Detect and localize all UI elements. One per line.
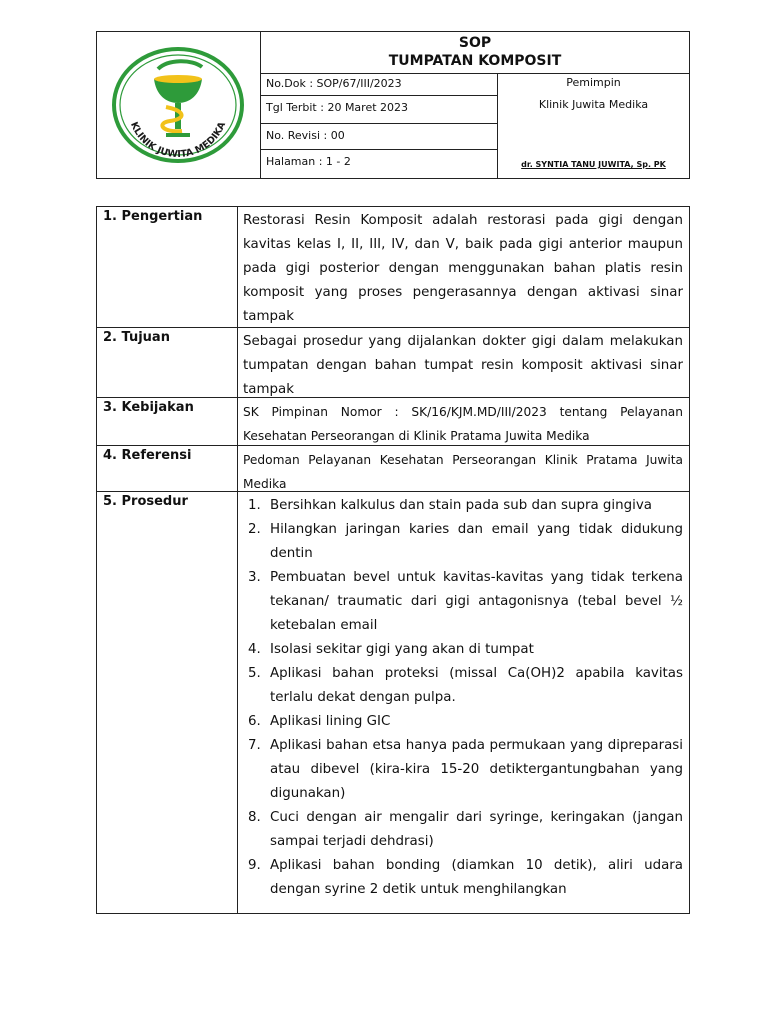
section-referensi [97,445,689,491]
step-text: Cuci dengan air mengalir dari syringe, keringakan (jangan sampai terjadi dehdrasi) [270,810,683,849]
clinic-logo [110,45,246,165]
list-item [243,734,683,806]
step-number: 4. [248,642,261,657]
list-item [243,662,683,710]
list-item [243,854,683,902]
halaman: Halaman : 1 - 2 [261,150,498,178]
document-title [261,32,689,74]
step-number: 9. [248,858,261,873]
section-label: 5. Prosedur [103,494,188,509]
section-label: 3. Kebijakan [103,400,194,415]
signatory-name: dr. SYNTIA TANU JUWITA, Sp. PK [521,160,666,169]
section-label: 4. Referensi [103,448,192,463]
step-number: 2. [248,522,261,537]
list-item [243,638,683,662]
step-number: 5. [248,666,261,681]
list-item [243,806,683,854]
title-line-sop: SOP [458,35,492,51]
section-text: Pedoman Pelayanan Kesehatan Perseorangan Klinik Pratama Juwita Medika [243,453,683,491]
section-label: 1. Pengertian [103,209,203,224]
step-number: 7. [248,738,261,753]
section-kebijakan [97,397,689,445]
list-item [243,518,683,566]
step-text: Aplikasi bahan etsa hanya pada permukaan yang dipreparasi atau dibevel (kira-kira 15-20 detiktergantungbahan yang digunakan) [270,738,683,801]
document-header [96,31,690,179]
section-text: Sebagai prosedur yang dijalankan dokter gigi dalam melakukan tumpatan dengan bahan tumpat resin komposit aktivasi sinar tampak [243,334,683,397]
clinic-name: Klinik Juwita Medika [538,98,649,111]
no-revisi: No. Revisi : 00 [261,124,498,150]
approval-block [498,74,689,178]
list-item [243,566,683,638]
document-meta [261,74,498,178]
step-number: 6. [248,714,261,729]
no-dok: No.Dok : SOP/67/III/2023 [261,74,498,96]
list-item [243,710,683,734]
logo-text: KLINIK JUWITA MEDIKA [127,120,229,161]
step-text: Aplikasi bahan bonding (diamkan 10 detik), aliri udara dengan syrine 2 detik untuk menghilangkan [270,858,683,897]
section-tujuan [97,327,689,397]
title-line-main: TUMPATAN KOMPOSIT [388,53,562,69]
step-text: Bersihkan kalkulus dan stain pada sub dan supra gingiva [270,498,652,513]
logo-cell [97,32,261,178]
section-prosedur [97,491,689,913]
step-number: 3. [248,570,261,585]
step-text: Hilangkan jaringan karies dan email yang tidak didukung dentin [270,522,683,561]
step-text: Aplikasi bahan proteksi (missal Ca(OH)2 apabila kavitas terlalu dekat dengan pulpa. [270,666,683,705]
procedure-table [96,206,690,914]
list-item [243,494,683,518]
step-text: Isolasi sekitar gigi yang akan di tumpat [270,642,534,657]
section-text: Restorasi Resin Komposit adalah restorasi pada gigi dengan kavitas kelas I, II, III, IV, dan V, baik pada gigi anterior maupun pada gigi posterior dengan menggunakan bahan platis resin komposit yang proses pengerasannya dengan aktivasi sinar tampak [243,213,683,324]
tgl-terbit: Tgl Terbit : 20 Maret 2023 [261,96,498,124]
step-number: 8. [248,810,261,825]
pemimpin-label: Pemimpin [566,76,621,89]
section-text: SK Pimpinan Nomor : SK/16/KJM.MD/III/2023 tentang Pelayanan Kesehatan Perseorangan di Klinik Pratama Juwita Medika [243,405,683,443]
step-text: Pembuatan bevel untuk kavitas-kavitas yang tidak terkena tekanan/ traumatic dari gigi antagonisnya (tebal bevel ½ ketebalan email [270,570,683,633]
section-pengertian [97,207,689,327]
step-number: 1. [248,498,261,513]
step-text: Aplikasi lining GIC [270,714,391,729]
section-label: 2. Tujuan [103,330,170,345]
procedure-steps [243,494,683,902]
